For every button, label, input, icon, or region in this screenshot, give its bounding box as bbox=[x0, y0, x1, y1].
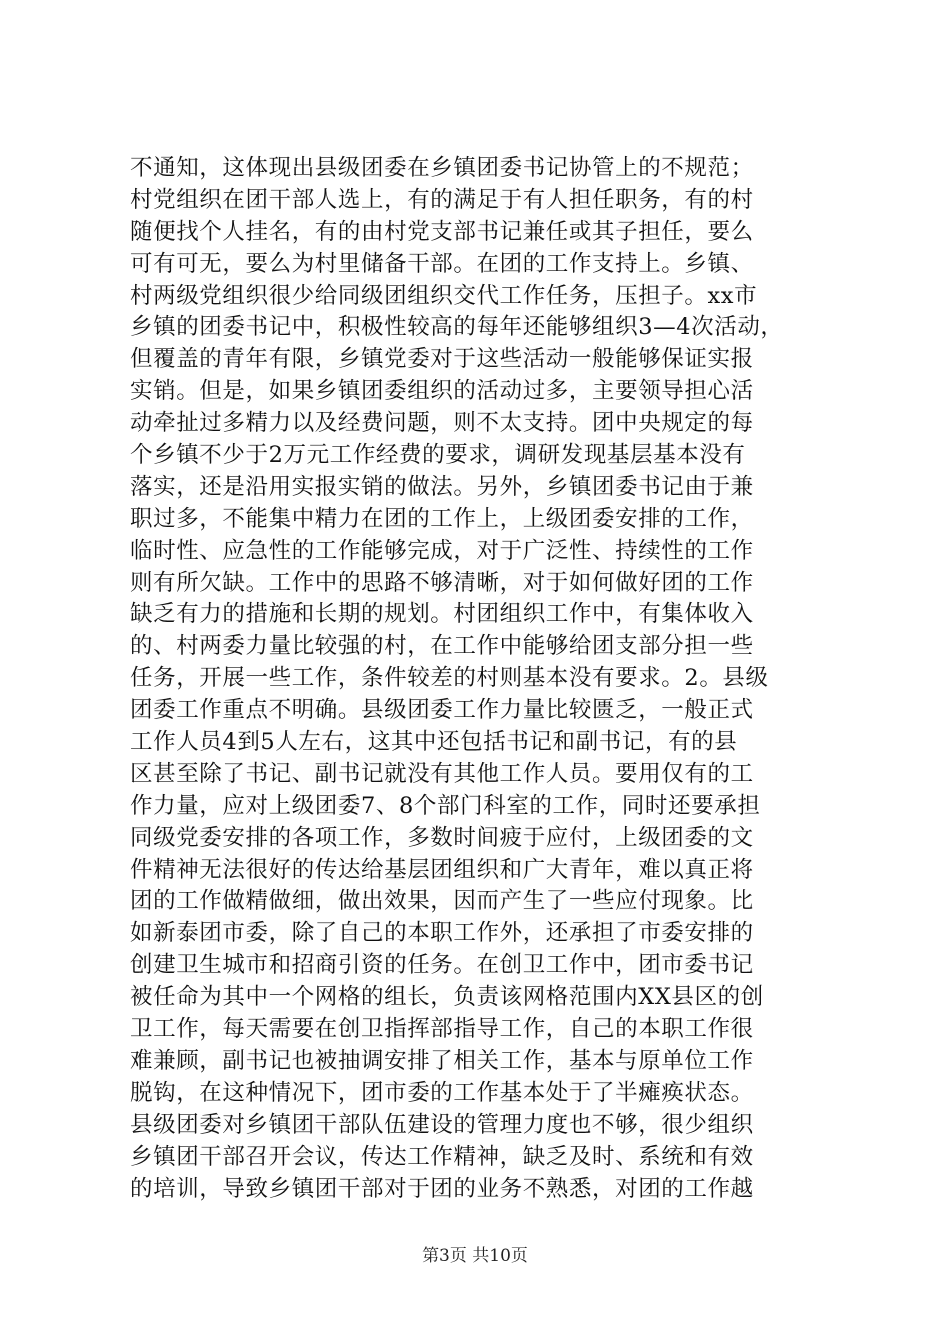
text-line: 乡镇的团委书记中，积极性较高的每年还能够组织3—4次活动， bbox=[130, 314, 784, 341]
page-footer: 第3页 共10页 bbox=[422, 1246, 528, 1266]
text-line: 职过多，不能集中精力在团的工作上，上级团委安排的工作， bbox=[130, 505, 754, 532]
text-line: 同级党委安排的各项工作，多数时间疲于应付，上级团委的文 bbox=[130, 824, 754, 851]
text-line: 区甚至除了书记、副书记就没有其他工作人员。要用仅有的工 bbox=[130, 760, 754, 787]
text-line: 村党组织在团干部人选上，有的满足于有人担任职务，有的村 bbox=[130, 186, 754, 213]
text-line: 团的工作做精做细，做出效果，因而产生了一些应付现象。比 bbox=[130, 888, 754, 915]
text-line: 的、村两委力量比较强的村，在工作中能够给团支部分担一些 bbox=[130, 633, 754, 660]
text-line: 任务，开展一些工作，条件较差的村则基本没有要求。2。县级 bbox=[130, 665, 769, 692]
body-text bbox=[130, 153, 850, 1205]
text-line: 村两级党组织很少给同级团组织交代工作任务，压担子。xx市 bbox=[130, 282, 758, 309]
text-line: 随便找个人挂名，有的由村党支部书记兼任或其子担任，要么 bbox=[130, 218, 754, 245]
text-line: 的培训，导致乡镇团干部对于团的业务不熟悉，对团的工作越 bbox=[130, 1175, 754, 1202]
text-line: 动牵扯过多精力以及经费问题，则不太支持。团中央规定的每 bbox=[130, 410, 754, 437]
text-line: 团委工作重点不明确。县级团委工作力量比较匮乏，一般正式 bbox=[130, 697, 754, 724]
text-line: 工作人员4到5人左右，这其中还包括书记和副书记，有的县 bbox=[130, 729, 738, 756]
text-line: 则有所欠缺。工作中的思路不够清晰，对于如何做好团的工作 bbox=[130, 569, 754, 596]
text-line: 落实，还是沿用实报实销的做法。另外，乡镇团委书记由于兼 bbox=[130, 473, 754, 500]
text-line: 不通知，这体现出县级团委在乡镇团委书记协管上的不规范； bbox=[130, 155, 754, 181]
text-line: 临时性、应急性的工作能够完成，对于广泛性、持续性的工作 bbox=[130, 537, 754, 564]
text-line: 乡镇团干部召开会议，传达工作精神，缺乏及时、系统和有效 bbox=[130, 1143, 754, 1170]
text-line: 脱钩，在这种情况下，团市委的工作基本处于了半瘫痪状态。 bbox=[130, 1079, 754, 1106]
text-line: 如新泰团市委，除了自己的本职工作外，还承担了市委安排的 bbox=[130, 920, 754, 947]
text-line: 县级团委对乡镇团干部队伍建设的管理力度也不够，很少组织 bbox=[130, 1111, 754, 1138]
text-line: 但覆盖的青年有限，乡镇党委对于这些活动一般能够保证实报 bbox=[130, 346, 754, 373]
text-line: 件精神无法很好的传达给基层团组织和广大青年，难以真正将 bbox=[130, 856, 754, 883]
text-line: 缺乏有力的措施和长期的规划。村团组织工作中，有集体收入 bbox=[130, 601, 754, 628]
text-line: 个乡镇不少于2万元工作经费的要求，调研发现基层基本没有 bbox=[130, 442, 746, 469]
text-line: 难兼顾，副书记也被抽调安排了相关工作，基本与原单位工作 bbox=[130, 1047, 754, 1074]
text-line: 创建卫生城市和招商引资的任务。在创卫工作中，团市委书记 bbox=[130, 952, 754, 979]
text-line: 实销。但是，如果乡镇团委组织的活动过多，主要领导担心活 bbox=[130, 378, 754, 405]
text-line: 被任命为其中一个网格的组长，负责该网格范围内XX县区的创 bbox=[130, 984, 764, 1011]
text-line: 卫工作，每天需要在创卫指挥部指导工作，自己的本职工作很 bbox=[130, 1016, 754, 1043]
text-line: 作力量，应对上级团委7、8个部门科室的工作，同时还要承担 bbox=[130, 792, 761, 819]
text-line: 可有可无，要么为村里储备干部。在团的工作支持上。乡镇、 bbox=[130, 250, 754, 277]
